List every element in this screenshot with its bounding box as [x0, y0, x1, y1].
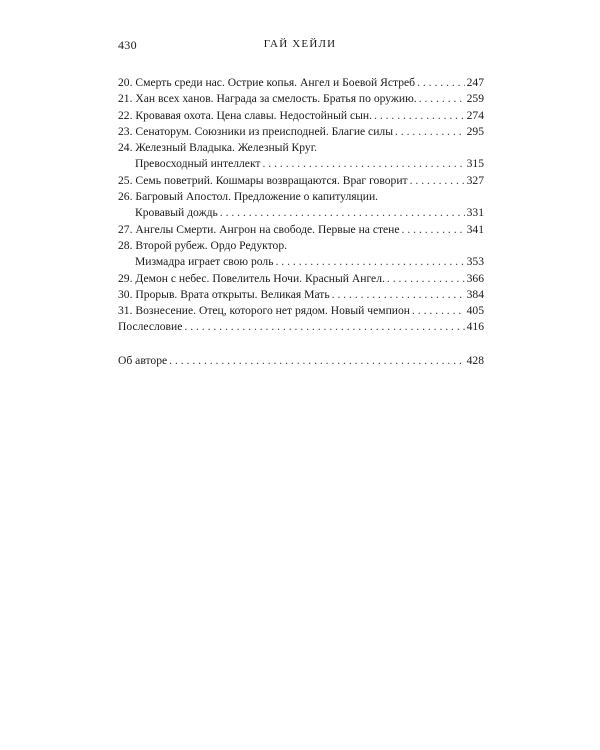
toc-entry-title-continued: Мизмадра играет свою роль: [135, 255, 274, 269]
toc-page-number: 366: [466, 271, 484, 285]
toc-entry: [118, 303, 484, 319]
toc-entry-number: 22.: [118, 108, 133, 122]
page-number: 430: [118, 38, 137, 52]
toc-page-number: 341: [466, 222, 484, 236]
toc-entry-title: Об авторе: [118, 353, 168, 367]
toc-entry-title: Багровый Апостол. Предложение о капитуляции.: [135, 190, 379, 204]
toc-page-number: 428: [466, 353, 484, 367]
toc-page-number: 315: [466, 157, 484, 171]
toc-entry-title: Семь поветрий. Кошмары возвращаются. Враг говорит: [135, 173, 408, 187]
toc-entry-number: 30.: [118, 287, 133, 301]
toc-page-number: 327: [466, 173, 484, 187]
toc-entry-title: Ангелы Смерти. Ангрон на свободе. Первые на стене: [135, 222, 400, 236]
toc-entry: [118, 108, 484, 124]
toc-entry-number: 23.: [118, 124, 133, 138]
toc-entry-number: 25.: [118, 173, 133, 187]
toc-entry-title-continued: Кровавый дождь: [135, 206, 218, 220]
dot-leader: [374, 108, 465, 124]
toc-entry: [118, 140, 484, 173]
dot-leader: [220, 205, 465, 221]
toc-entry-title-continued: Превосходный интеллект: [135, 157, 261, 171]
toc-entry: [118, 287, 484, 303]
toc-page-number: 416: [466, 320, 484, 334]
dot-leader: [419, 91, 465, 107]
toc-page-number: 331: [466, 206, 484, 220]
toc-entry-number: 28.: [118, 238, 133, 252]
dot-leader: [410, 173, 465, 189]
toc-entry-about-author: [118, 353, 484, 369]
section-gap: [118, 336, 484, 353]
toc-page-number: 274: [466, 108, 484, 122]
toc-entry: [118, 173, 484, 189]
toc-entry: [118, 189, 484, 222]
dot-leader: [417, 75, 465, 91]
toc-page-number: 295: [466, 124, 484, 138]
toc-entry-number: 20.: [118, 76, 133, 89]
toc-entry-number: 27.: [118, 222, 133, 236]
toc-page-number: 353: [466, 255, 484, 269]
toc-page-number: 384: [466, 287, 484, 301]
toc-entry-title: Вознесение. Отец, которого нет рядом. Новый чемпион: [135, 304, 410, 318]
dot-leader: [332, 287, 465, 303]
toc-entry-title: Хан всех ханов. Награда за смелость. Братья по оружию.: [135, 92, 417, 106]
dot-leader: [169, 353, 464, 369]
toc-entry-afterword: [118, 319, 484, 335]
toc-entry-title: Железный Владыка. Железный Круг.: [135, 141, 318, 155]
toc-entry: [118, 91, 484, 107]
dot-leader: [395, 124, 465, 140]
toc-entry-title: Сенаторум. Союзники из преисподней. Благие силы: [135, 124, 393, 138]
toc-entry: [118, 75, 484, 91]
toc-entry-title: Послесловие: [118, 320, 183, 334]
toc-page-number: 247: [466, 76, 484, 89]
toc-entry-number: 21.: [118, 92, 133, 106]
dot-leader: [263, 156, 465, 172]
toc-entry-title: Прорыв. Врата открыты. Великая Мать: [135, 287, 330, 301]
toc-entry-number: 31.: [118, 304, 133, 318]
toc-entry: [118, 222, 484, 238]
dot-leader: [276, 254, 465, 270]
dot-leader: [184, 319, 464, 335]
toc-entry: [118, 271, 484, 287]
running-head: ГАЙ ХЕЙЛИ: [263, 38, 337, 50]
dot-leader: [412, 303, 465, 319]
toc-entry: [118, 238, 484, 271]
toc-entry-number: 24.: [118, 141, 133, 155]
table-of-contents: [118, 75, 484, 369]
toc-entry-title: Кровавая охота. Цена славы. Недостойный сын.: [135, 108, 373, 122]
toc-entry: [118, 124, 484, 140]
toc-page-number: 405: [466, 304, 484, 318]
toc-entry-title: Смерть среди нас. Острие копья. Ангел и Боевой Ястреб: [135, 76, 416, 89]
toc-entry-number: 29.: [118, 271, 133, 285]
toc-page-number: 259: [466, 92, 484, 106]
dot-leader: [387, 271, 465, 287]
toc-entry-title: Второй рубеж. Ордо Редуктор.: [135, 238, 288, 252]
toc-entry-title: Демон с небес. Повелитель Ночи. Красный Ангел.: [135, 271, 385, 285]
dot-leader: [402, 222, 465, 238]
toc-entry-number: 26.: [118, 190, 133, 204]
